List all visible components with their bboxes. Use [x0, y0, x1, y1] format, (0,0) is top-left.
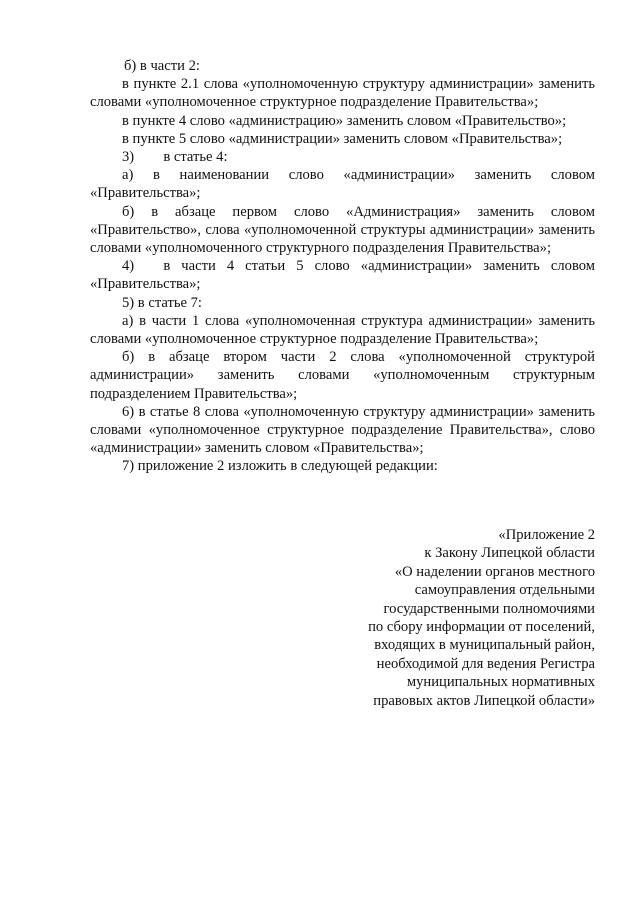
appendix-line: по сбору информации от поселений,	[368, 619, 595, 636]
appendix-line: «Приложение 2	[498, 527, 595, 543]
paragraph: 4) в части 4 статьи 5 слово «администрации» заменить словом «Правительства»;	[90, 258, 595, 293]
paragraph: а) в наименовании слово «администрации» заменить словом «Правительства»;	[90, 167, 595, 202]
paragraph: б) в части 2:	[124, 58, 200, 74]
paragraph: б) в абзаце втором части 2 слова «уполномоченной структурой администрации» заменить словами «уполномоченным структурным подразделением Правительства»;	[90, 349, 595, 402]
paragraph: 5) в статье 7:	[122, 294, 202, 311]
paragraph: а) в части 1 слова «уполномоченная структура администрации» заменить словами «уполномоченное структурное подразделение Правительства»;	[90, 312, 595, 348]
appendix-heading	[295, 526, 595, 710]
paragraph: б) в абзаце первом слово «Администрация» заменить словом «Правительство», слова «уполномоченной структуры администрации» заменить словами «уполномоченного структурного подразделения Правительства»;	[90, 203, 595, 257]
paragraph: 7) приложение 2 изложить в следующей редакции:	[122, 458, 438, 475]
appendix-line: правовых актов Липецкой области»	[373, 692, 595, 709]
paragraph: 6) в статье 8 слова «уполномоченную структуру администрации» заменить словами «уполномоченное структурное подразделение Правительства», слово «администрации» заменить словом «Правительства»;	[90, 403, 595, 457]
appendix-line: входящих в муниципальный район,	[374, 637, 595, 654]
appendix-line: необходимой для ведения Регистра	[376, 655, 595, 672]
amendment-text	[90, 57, 595, 476]
appendix-line: государственными полномочиями	[383, 600, 595, 617]
appendix-line: самоуправления отдельными	[414, 582, 595, 599]
paragraph: 3) в статье 4:	[122, 149, 228, 166]
paragraph: в пункте 5 слово «администрации» заменить словом «Правительства»;	[122, 130, 563, 147]
paragraph: в пункте 2.1 слова «уполномоченную структуру администрации» заменить словами «уполномоченное структурное подразделение Правительства»;	[90, 76, 595, 111]
appendix-line: муниципальных нормативных	[406, 674, 595, 691]
paragraph: в пункте 4 слово «администрацию» заменить словом «Правительство»;	[122, 112, 567, 129]
appendix-line: «О наделении органов местного	[394, 563, 595, 580]
appendix-line: к Закону Липецкой области	[424, 545, 595, 562]
